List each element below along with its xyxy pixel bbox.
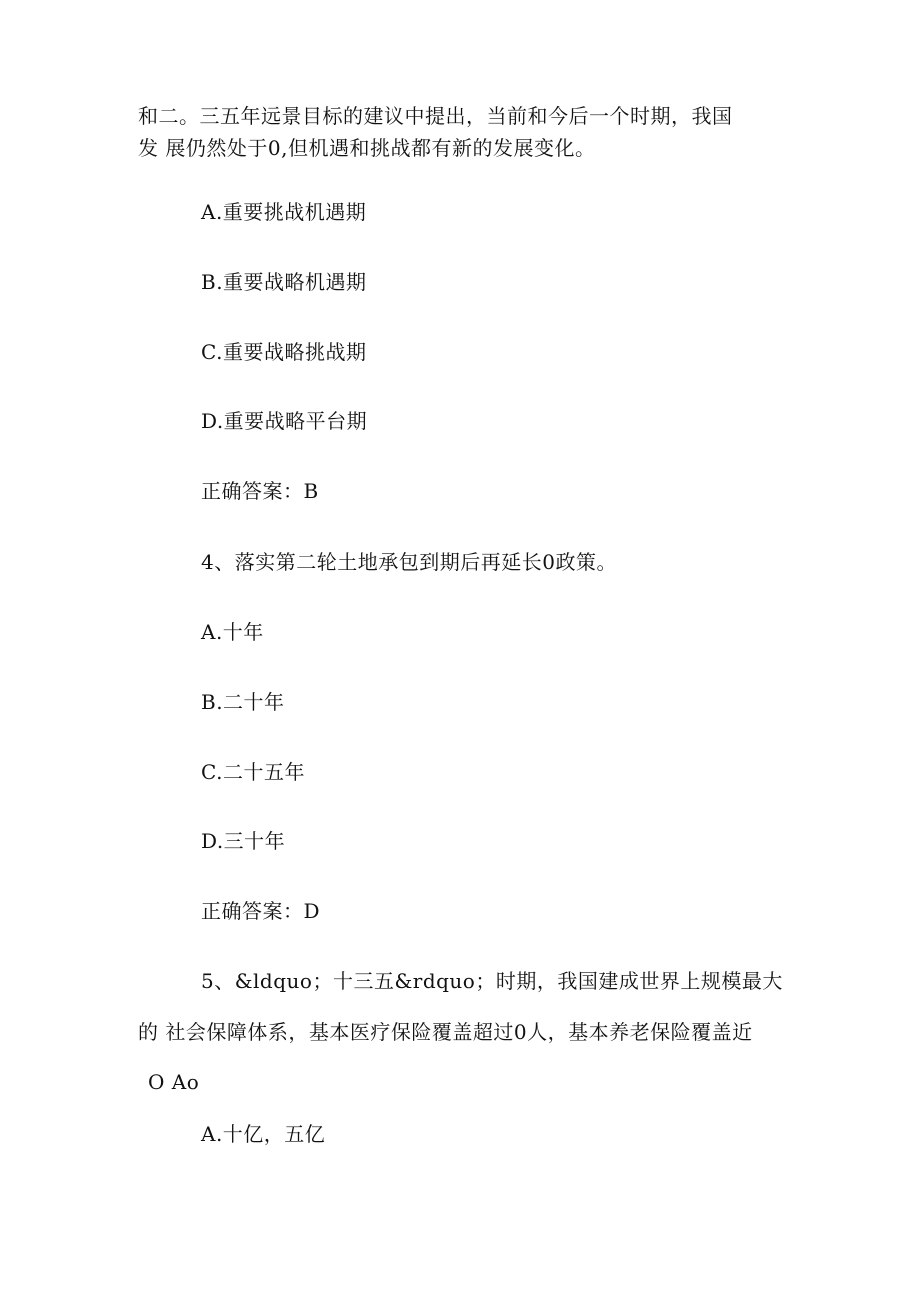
q4-option-c: C.二十五年 [201, 760, 305, 784]
q4-option-a: A.十年 [201, 620, 264, 644]
q3-option-d: D.重要战略平台期 [201, 409, 368, 433]
q3-stem-line-1: 和二。三五年远景目标的建议中提出，当前和今后一个时期，我国 [138, 104, 733, 128]
q3-option-b: B.重要战略机遇期 [201, 270, 367, 294]
q3-stem-line-2: 发 展仍然处于0,但机遇和挑战都有新的发展变化。 [138, 136, 596, 160]
q3-answer: 正确答案：B [201, 479, 319, 503]
q5-stem-line-2: 的 社会保障体系，基本医疗保险覆盖超过0人，基本养老保险覆盖近 [138, 1020, 753, 1044]
q3-option-a: A.重要挑战机遇期 [201, 200, 367, 224]
q4-option-d: D.三十年 [201, 829, 286, 853]
q4-option-b: B.二十年 [201, 690, 285, 714]
q4-stem: 4、落实第二轮土地承包到期后再延长0政策。 [201, 550, 617, 574]
q5-option-a: A.十亿，五亿 [201, 1122, 326, 1146]
q3-option-c: C.重要战略挑战期 [201, 340, 367, 364]
q5-stem-line-1: 5、&ldquo；十三五&rdquo；时期，我国建成世界上规模最大 [201, 969, 783, 993]
q4-answer: 正确答案：D [201, 899, 321, 923]
q5-stem-line-3: O Ao [148, 1070, 200, 1094]
